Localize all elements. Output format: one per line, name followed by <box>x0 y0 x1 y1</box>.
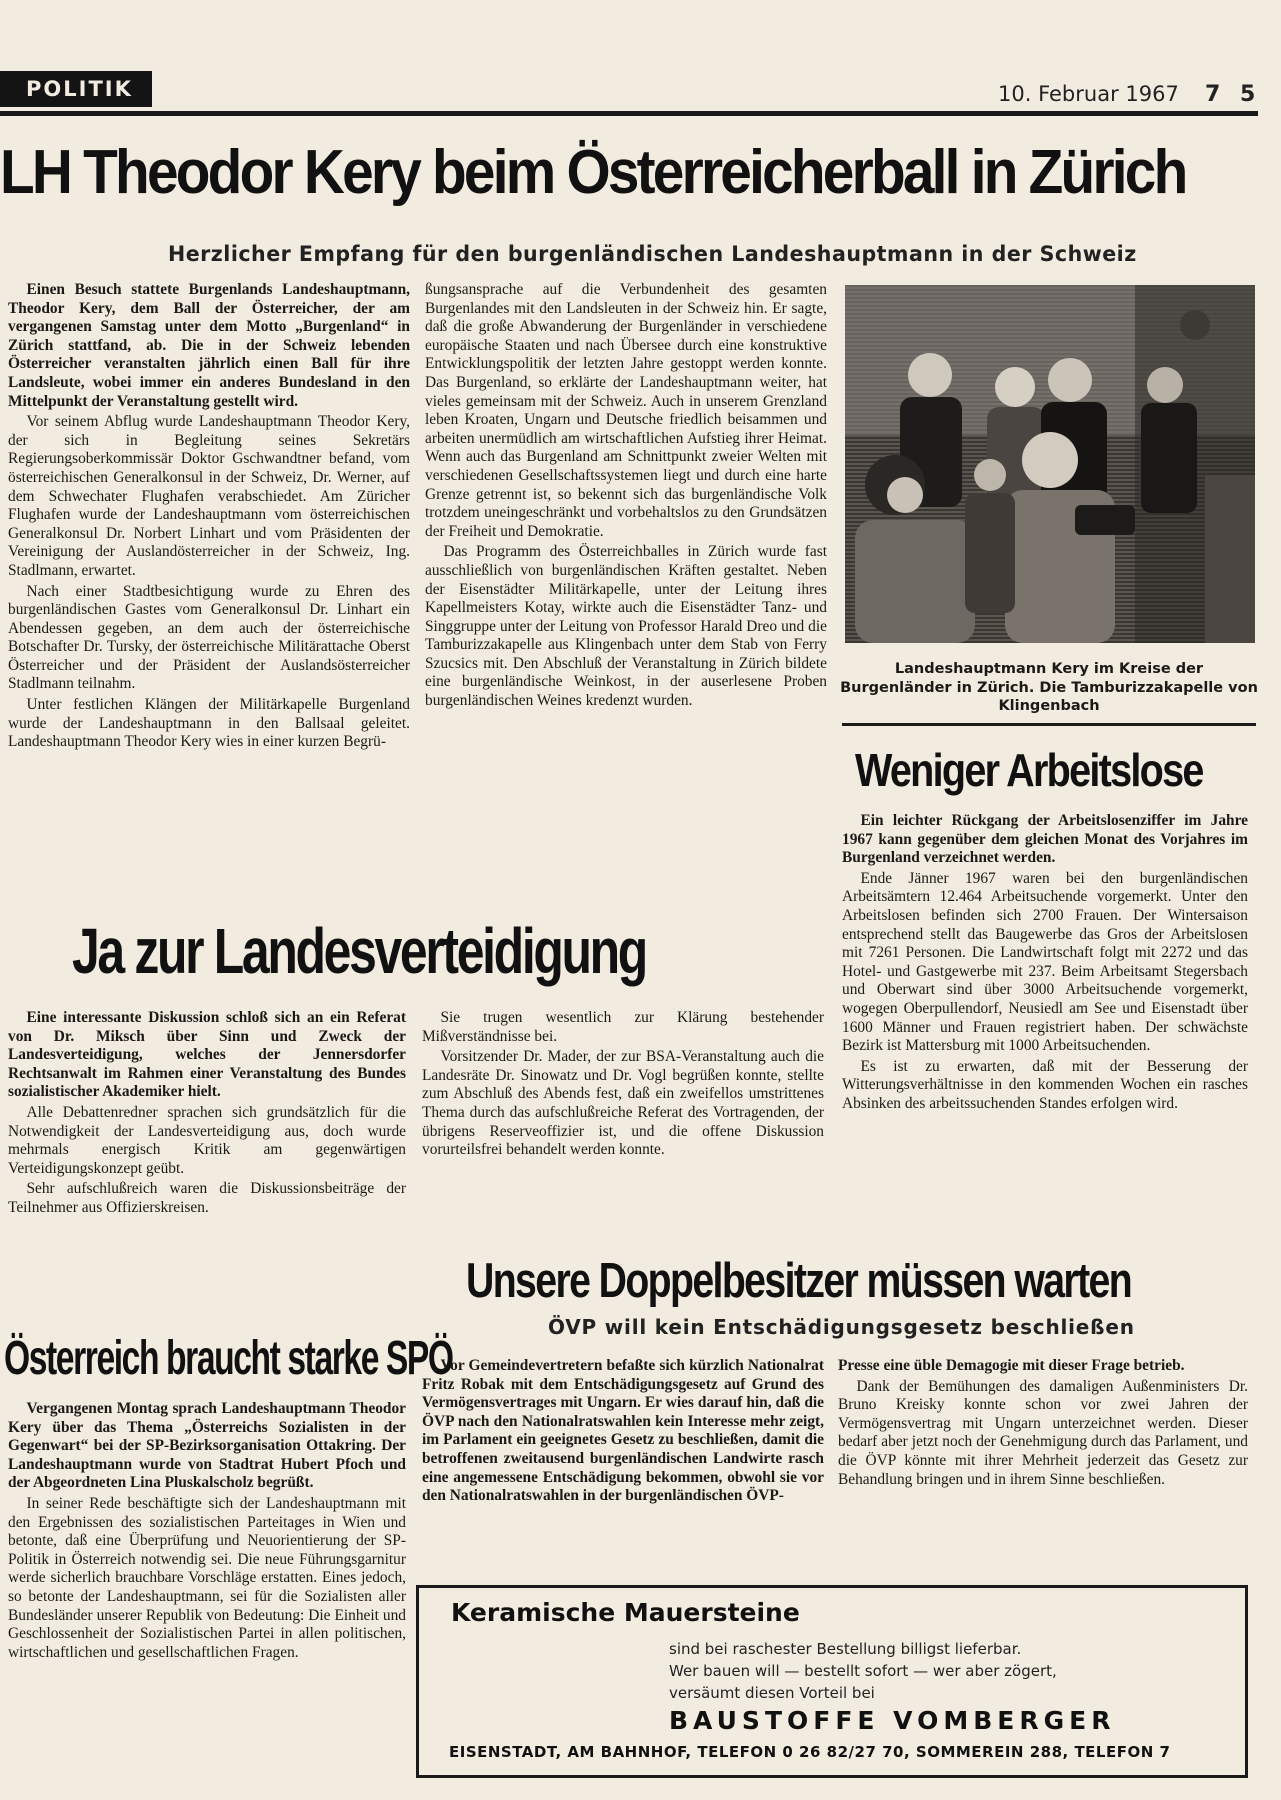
ad-title: Keramische Mauersteine <box>451 1598 800 1627</box>
ad-address: EISENSTADT, AM BAHNHOF, TELEFON 0 26 82/27 70, SOMMEREIN 288, TELEFON 7 <box>449 1743 1171 1761</box>
photo-caption: Landeshauptmann Kery im Kreise der Burgenländer in Zürich. Die Tamburizzakapelle von Klingenbach <box>840 661 1258 714</box>
kery-paragraph-2: Nach einer Stadtbesichtigung wurde zu Ehren des burgenländischen Gastes vom Generalkonsul Dr. Linhart ein Abendessen gegeben, an dem auch der österreichische Botschafter Dr. Tursky, der österreichische Militärattache Oberst Österreicher und der Präsident der Auslandsösterreicher Stadlmann teilnahm. <box>8 582 410 693</box>
doppelbesitzer-column-1 <box>422 1357 824 1557</box>
landesverteidigung-lead: Eine interessante Diskussion schloß sich an ein Referat von Dr. Miksch über Sinn und Zweck der Landesverteidigung, welches der Jennersdorfer Rechtsanwalt im Rahmen einer Veranstaltung des Bundes sozialistischer Akademiker hielt. <box>8 1009 406 1101</box>
subheadline-kery: Herzlicher Empfang für den burgenländischen Landeshauptmann in der Schweiz <box>168 242 1137 266</box>
spoe-lead: Vergangenen Montag sprach Landeshauptmann Theodor Kery über das Thema „Österreichs Sozialisten in der Gegenwart“ bei der SP-Bezirksorganisation Ottakring. Der Landeshauptmann wurde von Stadtrat Hubert Pfoch und der Abgeordneten Lina Pluskalscholz begrüßt. <box>8 1400 406 1492</box>
doppelbesitzer-paragraph-1: Dank der Bemühungen des damaligen Außenministers Dr. Bruno Kreisky konnte schon vor zwei Jahren der Vermögensvertrag mit Ungarn unterzeichnet werden. Dieser bedarf aber jetzt noch der Genehmigung durch das Parlament, und die ÖVP könnte mit ihrer Mehrheit jederzeit das Gesetz zur Behandlung bringen und in ihrem Sinne beschließen. <box>838 1377 1248 1488</box>
kery-paragraph-3: Unter festlichen Klängen der Militärkapelle Burgenland wurde der Landeshauptmann in den Ballsaal geleitet. Landeshauptmann Theodor Kery wies in einer kurzen Begrü- <box>8 696 410 751</box>
doppelbesitzer-column-2 <box>838 1357 1248 1557</box>
caption-rule <box>842 723 1256 726</box>
arbeitslose-column <box>842 812 1248 1220</box>
kery-column-2 <box>425 281 827 891</box>
landesverteidigung-paragraph-3: Sie trugen wesentlich zur Klärung bestehender Mißverständnisse bei. <box>422 1009 824 1045</box>
kery-paragraph-5: Das Programm des Österreichballes in Zürich wurde fast ausschließlich von burgenländischen Kräften gestaltet. Neben der Eisenstädter Militärkapelle, unter der Leitung ihres Kapellmeisters Kotay, wirkte auch die Eisenstädter Tanz- und Singgruppe unter der Leitung von Professor Harald Dreo und die Tamburizzakapelle aus Klingenbach unter dem Stab von Ferry Szucsics mit. Den Abschluß der Veranstaltung in Zürich bildete eine burgenländische Weinkost, in der auserlesene Proben burgenländischen Weines kredenzt wurden. <box>425 543 827 710</box>
kery-paragraph-1: Vor seinem Abflug wurde Landeshauptmann Theodor Kery, der sich in Begleitung seines Sekretärs Regierungsoberkommissär Doktor Gschwandtner befand, vom österreichischen Generalkonsul in der Schweiz, Dr. Werner, auf dem Schwechater Flughafen verabschiedet. Am Züricher Flughafen wurde der Landeshauptmann vom österreichischen Generalkonsul Dr. Norbert Linhart und vom Präsidenten der Vereinigung der Auslandösterreicher in der Schweiz, Ing. Stadlmann, erwartet. <box>8 413 410 579</box>
spoe-column <box>8 1400 406 1780</box>
arbeitslose-paragraph-1: Ende Jänner 1967 waren bei den burgenländischen Arbeitsämtern 12.464 Arbeitsuchende vorgemerkt. Unter den Arbeitslosen befinden sich 2700 Frauen. Der Wintersaison entsprechend stellt das Baugewerbe das Gros der Arbeitslosen mit 7261 Personen. Die Landwirtschaft folgt mit 2272 und das Hotel- und Gastgewerbe mit 237. Beim Arbeitsamt Stegersbach und Oberwart sind über 3000 Arbeitsuchende vorgemerkt, wogegen Oberpullendorf, Neusiedl am See und Eisenstadt über 1600 Männer und Frauen registriert haben. Der schwächste Bezirk ist Mattersburg mit 1000 Arbeitsuchenden. <box>842 869 1248 1055</box>
ad-line-3: versäumt diesen Vorteil bei <box>669 1684 875 1702</box>
section-label: POLITIK <box>26 77 133 101</box>
section-badge <box>0 71 152 107</box>
ad-company: BAUSTOFFE VOMBERGER <box>669 1706 1116 1735</box>
headline-kery: LH Theodor Kery beim Österreicherball in Zürich <box>0 138 1186 207</box>
headline-spoe: Österreich braucht starke SPÖ <box>4 1332 453 1385</box>
doppelbesitzer-lead: Vor Gemeindevertretern befaßte sich kürzlich Nationalrat Fritz Robak mit dem Entschädigungsgesetz auf Grund des Vermögensvertrages mit Ungarn. Er wies darauf hin, daß die ÖVP nach den Nationalratswahlen kein Interesse mehr zeigt, im Parlament ein geeignetes Gesetz zu beschließen, damit die betroffenen zweitausend burgenländischen Landwirte rasch eine angemessene Entschädigung bekommen, obwohl sie vor den Nationalratswahlen in der burgenländischen ÖVP- <box>422 1357 824 1505</box>
issue-date: 10. Februar 1967 <box>998 82 1179 106</box>
kery-column-1 <box>8 281 410 891</box>
kery-lead: Einen Besuch stattete Burgenlands Landeshauptmann, Theodor Kery, dem Ball der Österreicher, der am vergangenen Samstag unter dem Motto „Burgenland“ in Zürich stattfand, ab. Die in der Schweiz lebenden Österreicher veranstalten jährlich einen Ball für ihre Landsleute, wobei immer ein anderes Bundesland in den Mittelpunkt der Veranstaltung gestellt wird. <box>8 281 410 410</box>
advertisement-box <box>416 1585 1248 1778</box>
header-rule <box>0 111 1258 116</box>
ad-line-2: Wer bauen will — bestellt sofort — wer aber zögert, <box>669 1662 1057 1680</box>
landesverteidigung-paragraph-1: Alle Debattenredner sprachen sich grundsätzlich für die Notwendigkeit der Landesverteidigung aus, doch wurde mehrmals energisch Kritik am gegenwärtigen Verteidigungskonzept geübt. <box>8 1103 406 1177</box>
landesverteidigung-column-1 <box>8 1009 406 1287</box>
page-number: 7 5 <box>1205 82 1262 107</box>
photo-figures <box>845 285 1255 643</box>
headline-arbeitslose: Weniger Arbeitslose <box>855 744 1203 796</box>
arbeitslose-lead: Ein leichter Rückgang der Arbeitslosenziffer im Jahre 1967 kann gegenüber dem gleichen Monat des Vorjahres im Burgenland verzeichnet werden. <box>842 812 1248 867</box>
arbeitslose-paragraph-2: Es ist zu erwarten, daß mit der Besserung der Witterungsverhältnisse in den kommenden Wochen ein rasches Absinken des arbeitssuchenden Standes erfolgen wird. <box>842 1057 1248 1112</box>
spoe-paragraph-1: In seiner Rede beschäftigte sich der Landeshauptmann mit den Ergebnissen des sozialistischen Parteitages in Wien und betonte, daß eine Überprüfung und Neuorientierung der SP-Politik in Österreich notwendig sei. Die neue Führungsgarnitur werde sicherlich brauchbare Vorschläge erstatten. Eines jedoch, so betonte der Landeshauptmann, sei für die Sozialisten aller Bundesländer unserer Republik von Bedeutung: Die Einheit und Geschlossenheit der Sozialistischen Partei in allen politischen, wirtschaftlichen und gesellschaftlichen Fragen. <box>8 1494 406 1661</box>
headline-landesverteidigung: Ja zur Landesverteidigung <box>72 915 646 987</box>
landesverteidigung-paragraph-4: Vorsitzender Dr. Mader, der zur BSA-Veranstaltung auch die Landesräte Dr. Sinowatz und Dr. Vogl begrüßen konnte, stellte zum Abschluß des Abends fest, daß ein zweifellos umstrittenes Thema durch das aufschlußreiche Referat des Vortragenden, der übrigens Reserveoffizier ist, und die offene Diskussion vorurteilsfrei behandelt werden konnte. <box>422 1048 824 1159</box>
headline-doppelbesitzer: Unsere Doppelbesitzer müssen warten <box>466 1254 1132 1308</box>
kery-paragraph-4: ßungsansprache auf die Verbundenheit des gesamten Burgenlandes mit den Landsleuten in der Schweiz hin. Er sagte, daß die große Abwanderung der Burgenländer in verschiedene europäische Staaten und nach Übersee durch eine konstruktive Entwicklungspolitik der letzten Jahre gestoppt werden konnte. Das Burgenland, so erklärte der Landeshauptmann weiter, hat vieles gemeinsam mit der Schweiz. Auch in unserem Grenzland leben Kroaten, Ungarn und Deutsche friedlich beisammen und arbeiten unermüdlich am wirtschaftlichen Aufstieg ihrer Heimat. Wenn auch das Burgenland am Schnittpunkt zweier Welten mit verschiedenen Gesellschaftssystemen liegt und durch eine harte Grenze getrennt ist, so bekennt sich das burgenländische Volk trotzdem uneingeschränkt und vorbehaltslos zu den Grundsätzen der Freiheit und Demokratie. <box>425 281 827 540</box>
doppelbesitzer-lead-continued: Presse eine üble Demagogie mit dieser Frage betrieb. <box>838 1357 1185 1374</box>
subheadline-doppelbesitzer: ÖVP will kein Entschädigungsgesetz beschließen <box>548 1315 1135 1339</box>
ad-line-1: sind bei raschester Bestellung billigst lieferbar. <box>669 1640 1022 1658</box>
kery-photo <box>845 285 1255 643</box>
landesverteidigung-paragraph-2: Sehr aufschlußreich waren die Diskussionsbeiträge der Teilnehmer aus Offizierskreisen. <box>8 1180 406 1216</box>
landesverteidigung-column-2 <box>422 1009 824 1229</box>
